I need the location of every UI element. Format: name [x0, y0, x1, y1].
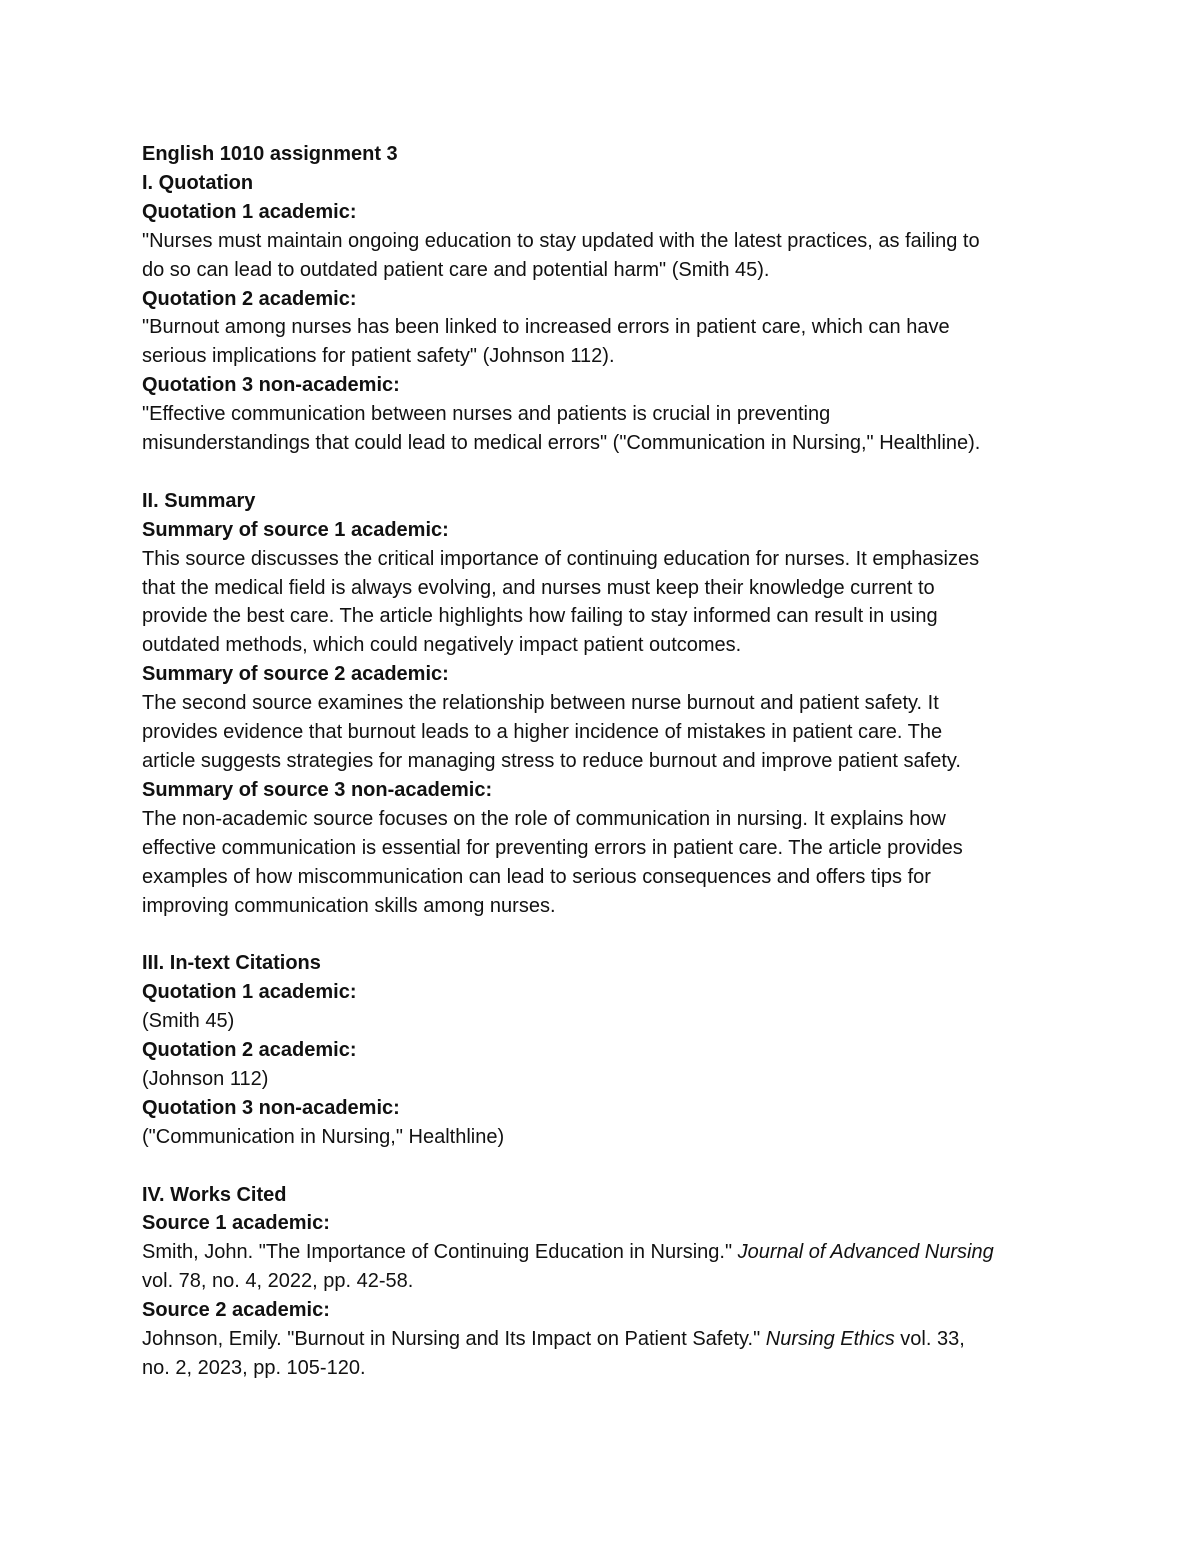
quotation-3-line-1: "Effective communication between nurses and patients is crucial in preventing: [142, 403, 831, 426]
summary-2-label: Summary of source 2 academic:: [142, 663, 449, 686]
works-cited-heading: IV. Works Cited: [142, 1183, 287, 1206]
summary-2-line-3: article suggests strategies for managing stress to reduce burnout and improve patient safety.: [142, 750, 961, 773]
quotation-2-line-1: "Burnout among nurses has been linked to increased errors in patient care, which can have: [142, 316, 950, 339]
section-gap: [142, 458, 1072, 487]
summary-heading: II. Summary: [142, 489, 256, 512]
summary-1-line-2: that the medical field is always evolving, and nurses must keep their knowledge current to: [142, 576, 935, 599]
citation-2-text: (Johnson 112): [142, 1067, 269, 1090]
section-gap: [142, 1152, 1072, 1181]
summary-1-label: Summary of source 1 academic:: [142, 518, 449, 541]
source-2-journal: Nursing Ethics: [765, 1328, 895, 1351]
source-2-label: Source 2 academic:: [142, 1299, 330, 1322]
summary-2-line-2: provides evidence that burnout leads to a higher incidence of mistakes in patient care. The: [142, 721, 943, 744]
summary-3-line-1: The non-academic source focuses on the role of communication in nursing. It explains how: [142, 807, 946, 830]
source-1-journal: Journal of Advanced Nursing: [737, 1241, 994, 1264]
summary-3-label: Summary of source 3 non-academic:: [142, 778, 493, 801]
quotation-heading: I. Quotation: [142, 171, 254, 194]
quotation-2-line-2: serious implications for patient safety" (Johnson 112).: [142, 345, 615, 368]
quotation-1-line-2: do so can lead to outdated patient care and potential harm" (Smith 45).: [142, 258, 770, 281]
source-1-author-title: Smith, John. "The Importance of Continuing Education in Nursing.": [142, 1241, 738, 1264]
source-2-volume: vol. 33,: [894, 1328, 965, 1351]
source-1-line-1: [142, 1238, 1072, 1267]
citations-heading: III. In-text Citations: [142, 952, 321, 975]
document-title: English 1010 assignment 3: [142, 143, 398, 165]
citation-1-text: (Smith 45): [142, 1010, 235, 1033]
summary-1-line-1: This source discusses the critical importance of continuing education for nurses. It emphasizes: [142, 547, 980, 570]
quotation-3-line-2: misunderstandings that could lead to medical errors" ("Communication in Nursing," Healthline).: [142, 432, 981, 455]
summary-3-line-4: improving communication skills among nurses.: [142, 894, 556, 917]
summary-3-line-2: effective communication is essential for preventing errors in patient care. The article provides: [142, 836, 963, 859]
summary-1-line-3: provide the best care. The article highlights how failing to stay informed can result in using: [142, 605, 938, 628]
summary-2-line-1: The second source examines the relationship between nurse burnout and patient safety. It: [142, 692, 939, 715]
summary-1-line-4: outdated methods, which could negatively impact patient outcomes.: [142, 634, 742, 657]
quotation-1-line-1: "Nurses must maintain ongoing education to stay updated with the latest practices, as failing to: [142, 229, 980, 252]
citation-3-label: Quotation 3 non-academic:: [142, 1096, 400, 1119]
source-2-author-title: Johnson, Emily. "Burnout in Nursing and Its Impact on Patient Safety.": [142, 1328, 766, 1351]
section-gap: [142, 920, 1072, 949]
citation-2-label: Quotation 2 academic:: [142, 1039, 357, 1062]
source-1-label: Source 1 academic:: [142, 1212, 330, 1235]
citation-1-label: Quotation 1 academic:: [142, 981, 357, 1004]
citation-3-text: ("Communication in Nursing," Healthline): [142, 1125, 505, 1148]
source-1-line-2: vol. 78, no. 4, 2022, pp. 42-58.: [142, 1270, 414, 1293]
source-2-line-1: [142, 1325, 1072, 1354]
quotation-3-label: Quotation 3 non-academic:: [142, 374, 400, 397]
summary-3-line-3: examples of how miscommunication can lead to serious consequences and offers tips for: [142, 865, 931, 888]
quotation-2-label: Quotation 2 academic:: [142, 287, 357, 310]
quotation-1-label: Quotation 1 academic:: [142, 200, 357, 223]
source-2-line-2: no. 2, 2023, pp. 105-120.: [142, 1357, 366, 1380]
document-page: [142, 140, 1072, 1383]
